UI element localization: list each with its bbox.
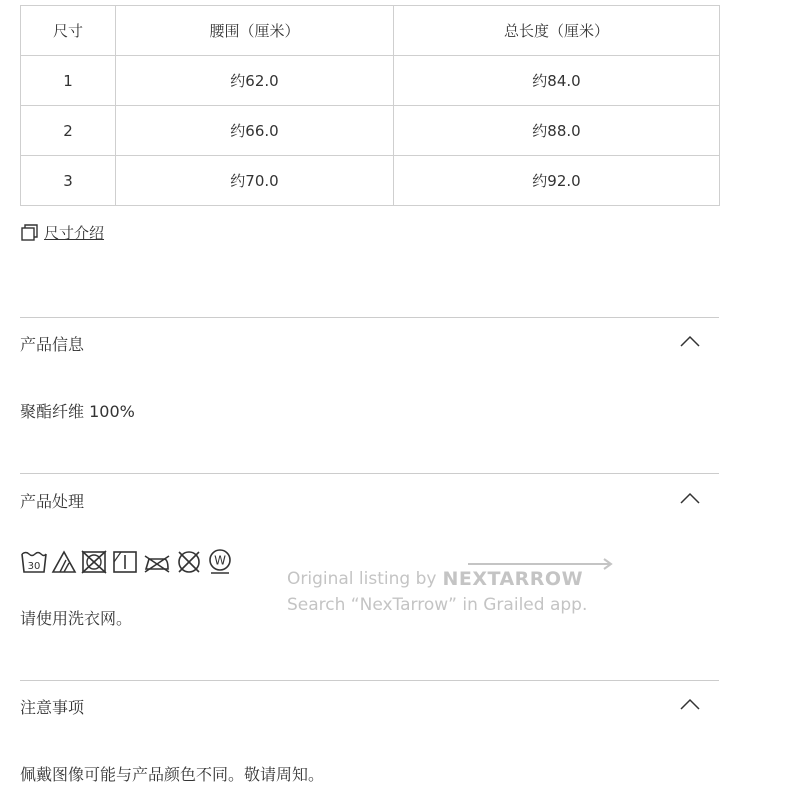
care-icons	[20, 548, 234, 576]
section-title-product-care[interactable]: 产品处理	[20, 492, 85, 511]
watermark-line1: Original listing by	[287, 569, 437, 589]
no-iron-icon	[142, 548, 172, 576]
cell-size: 3	[21, 156, 116, 206]
chevron-up-icon[interactable]	[679, 334, 701, 348]
hang-dry-icon	[111, 548, 139, 576]
divider	[20, 317, 719, 318]
copy-icon	[20, 223, 40, 243]
arrow-icon	[468, 558, 618, 570]
chevron-up-icon[interactable]	[679, 491, 701, 505]
header-waist: 腰围（厘米）	[116, 6, 394, 56]
no-dry-clean-icon	[175, 548, 203, 576]
cell-waist: 约66.0	[116, 106, 394, 156]
size-table	[20, 5, 720, 206]
size-guide-label[interactable]: 尺寸介绍	[44, 224, 105, 242]
no-tumble-dry-icon	[80, 548, 108, 576]
header-size: 尺寸	[21, 6, 116, 56]
table-row	[21, 156, 720, 206]
table-row	[21, 56, 720, 106]
watermark-brand: NEXTARROW	[442, 568, 584, 590]
table-header-row	[21, 6, 720, 56]
cell-waist: 约62.0	[116, 56, 394, 106]
bleach-icon	[51, 548, 77, 576]
section-title-product-info[interactable]: 产品信息	[20, 335, 85, 354]
wash-30-icon	[20, 548, 48, 576]
divider	[20, 680, 719, 681]
product-info-text: 聚酯纤维 100%	[20, 402, 135, 421]
header-length: 总长度（厘米）	[394, 6, 720, 56]
cell-length: 约84.0	[394, 56, 720, 106]
svg-text:30: 30	[27, 561, 41, 572]
size-guide-link[interactable]	[20, 222, 104, 243]
product-care-text: 请使用洗衣网。	[20, 609, 133, 628]
cell-length: 约92.0	[394, 156, 720, 206]
divider	[20, 473, 719, 474]
watermark	[287, 566, 587, 618]
svg-text:W: W	[214, 553, 226, 568]
cell-size: 2	[21, 106, 116, 156]
cell-length: 约88.0	[394, 106, 720, 156]
chevron-up-icon[interactable]	[679, 697, 701, 711]
section-title-notes[interactable]: 注意事项	[20, 698, 85, 717]
cell-waist: 约70.0	[116, 156, 394, 206]
watermark-line2: Search “NexTarrow” in Grailed app.	[287, 595, 588, 615]
table-row	[21, 106, 720, 156]
wet-clean-icon	[206, 548, 234, 576]
notes-text: 佩戴图像可能与产品颜色不同。敬请周知。	[20, 765, 325, 784]
cell-size: 1	[21, 56, 116, 106]
